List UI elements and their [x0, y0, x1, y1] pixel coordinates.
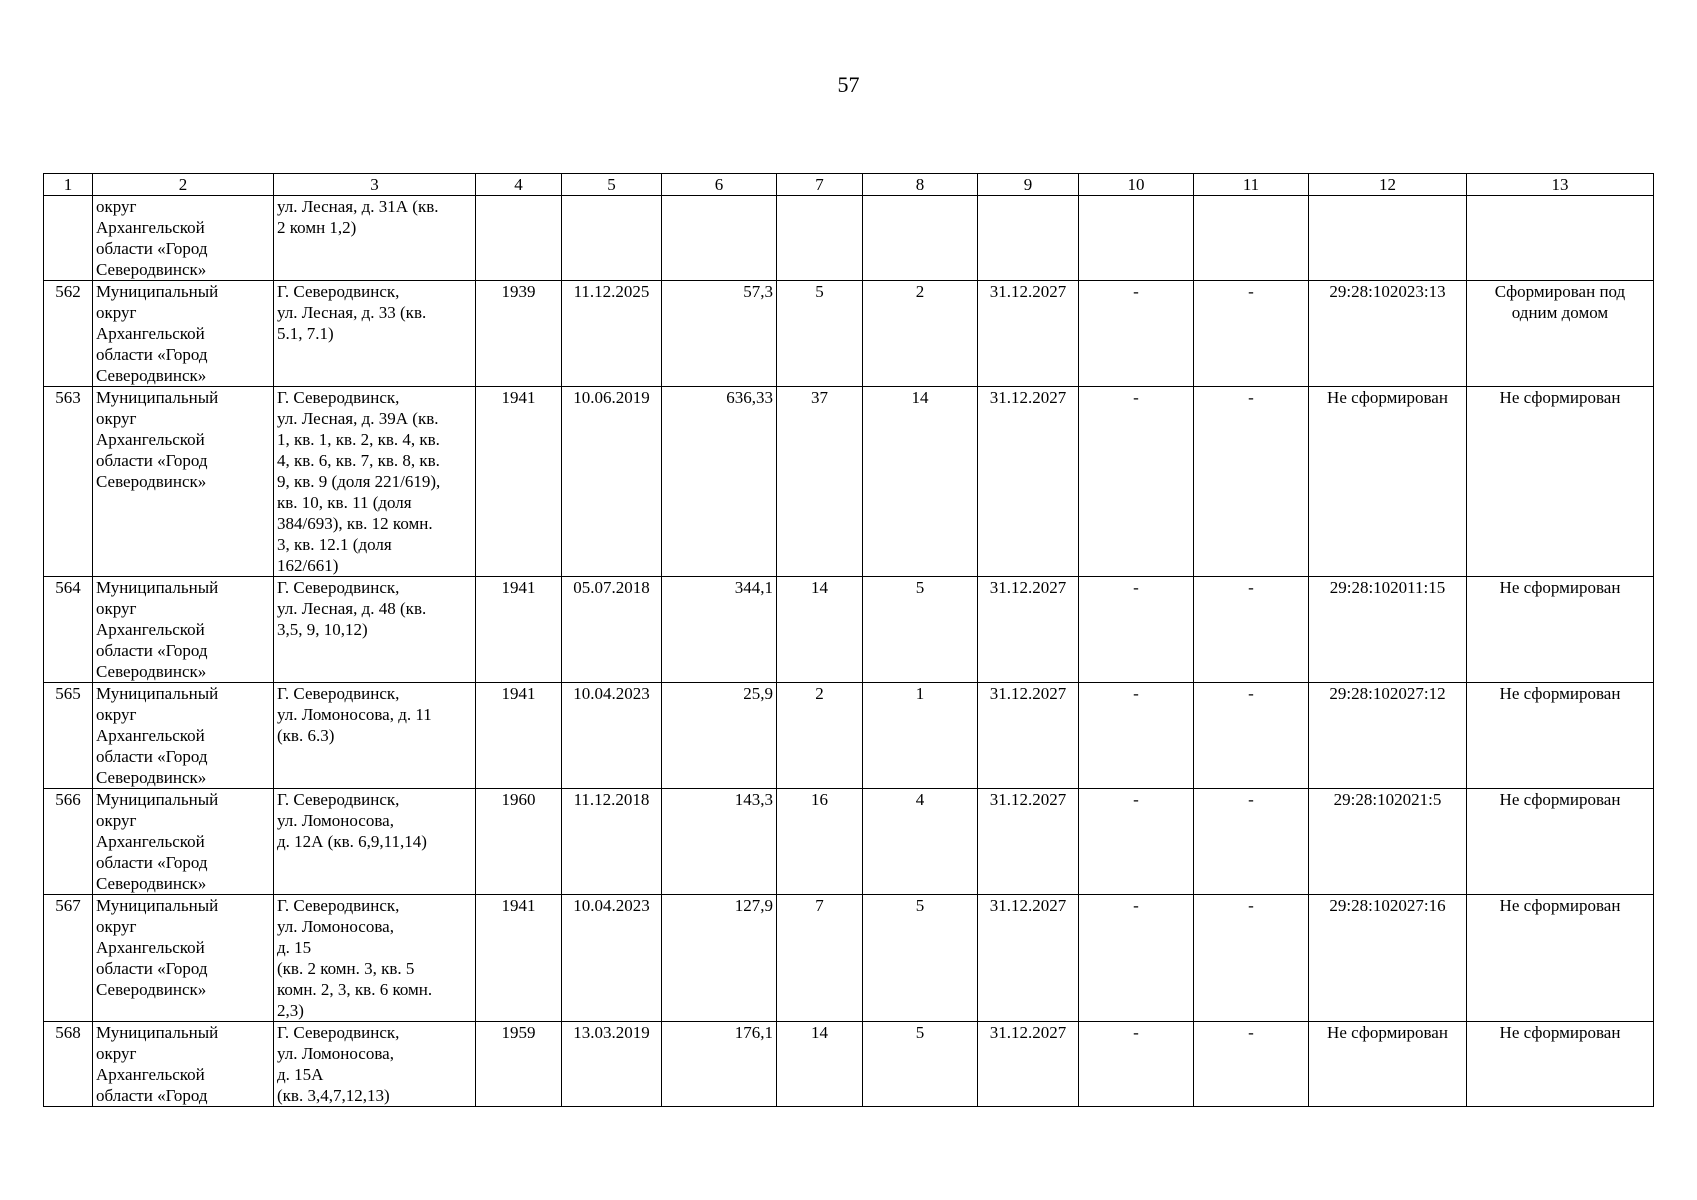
- column-7-cell: 2: [777, 683, 863, 789]
- table-row: [44, 1022, 1654, 1107]
- row-number-cell: 564: [44, 577, 93, 683]
- column-number-13: 13: [1467, 174, 1654, 196]
- column-10-cell: -: [1079, 683, 1194, 789]
- column-number-row: [44, 174, 1654, 196]
- column-number-4: 4: [476, 174, 562, 196]
- column-10-cell: [1079, 196, 1194, 281]
- column-number-11: 11: [1194, 174, 1309, 196]
- column-11-cell: -: [1194, 683, 1309, 789]
- municipality-cell: округ Архангельской области «Город Северодвинск»: [93, 196, 274, 281]
- date-cell: 10.06.2019: [562, 387, 662, 577]
- deadline-cell: 31.12.2027: [978, 387, 1079, 577]
- column-8-cell: 4: [863, 789, 978, 895]
- column-number-5: 5: [562, 174, 662, 196]
- column-10-cell: -: [1079, 387, 1194, 577]
- table-row: [44, 895, 1654, 1022]
- date-cell: 13.03.2019: [562, 1022, 662, 1107]
- column-7-cell: 37: [777, 387, 863, 577]
- column-number-3: 3: [274, 174, 476, 196]
- table-row: [44, 196, 1654, 281]
- column-8-cell: 1: [863, 683, 978, 789]
- column-8-cell: 5: [863, 895, 978, 1022]
- column-number-7: 7: [777, 174, 863, 196]
- column-10-cell: -: [1079, 789, 1194, 895]
- area-cell: 25,9: [662, 683, 777, 789]
- column-11-cell: -: [1194, 387, 1309, 577]
- year-cell: [476, 196, 562, 281]
- column-7-cell: 5: [777, 281, 863, 387]
- column-number-9: 9: [978, 174, 1079, 196]
- table-row: [44, 789, 1654, 895]
- year-cell: 1941: [476, 895, 562, 1022]
- deadline-cell: 31.12.2027: [978, 683, 1079, 789]
- row-number-cell: 566: [44, 789, 93, 895]
- column-10-cell: -: [1079, 895, 1194, 1022]
- year-cell: 1960: [476, 789, 562, 895]
- table-row: [44, 577, 1654, 683]
- deadline-cell: 31.12.2027: [978, 1022, 1079, 1107]
- land-plot-status-cell: Не сформирован: [1467, 577, 1654, 683]
- municipality-cell: Муниципальный округ Архангельской области «Город Северодвинск»: [93, 387, 274, 577]
- row-number-cell: 562: [44, 281, 93, 387]
- deadline-cell: 31.12.2027: [978, 895, 1079, 1022]
- column-11-cell: -: [1194, 1022, 1309, 1107]
- area-cell: 344,1: [662, 577, 777, 683]
- land-plot-status-cell: Не сформирован: [1467, 1022, 1654, 1107]
- column-number-8: 8: [863, 174, 978, 196]
- date-cell: 05.07.2018: [562, 577, 662, 683]
- year-cell: 1941: [476, 683, 562, 789]
- deadline-cell: 31.12.2027: [978, 577, 1079, 683]
- municipality-cell: Муниципальный округ Архангельской области «Город Северодвинск»: [93, 789, 274, 895]
- area-cell: 127,9: [662, 895, 777, 1022]
- area-cell: [662, 196, 777, 281]
- housing-registry-table: [43, 173, 1654, 1107]
- address-cell: Г. Северодвинск, ул. Лесная, д. 39А (кв. 1, кв. 1, кв. 2, кв. 4, кв. 4, кв. 6, кв. 7, кв. 8, кв. 9, кв. 9 (доля 221/619), кв. 10, кв. 11 (доля 384/693), кв. 12 комн. 3, кв. 12.1 (доля 162/661): [274, 387, 476, 577]
- table-row: [44, 281, 1654, 387]
- land-plot-status-cell: Не сформирован: [1467, 789, 1654, 895]
- cadastral-number-cell: 29:28:102027:12: [1309, 683, 1467, 789]
- land-plot-status-cell: Не сформирован: [1467, 895, 1654, 1022]
- column-11-cell: -: [1194, 789, 1309, 895]
- address-cell: Г. Северодвинск, ул. Лесная, д. 33 (кв. 5.1, 7.1): [274, 281, 476, 387]
- year-cell: 1939: [476, 281, 562, 387]
- cadastral-number-cell: Не сформирован: [1309, 1022, 1467, 1107]
- column-number-10: 10: [1079, 174, 1194, 196]
- column-11-cell: -: [1194, 577, 1309, 683]
- land-plot-status-cell: [1467, 196, 1654, 281]
- column-7-cell: 16: [777, 789, 863, 895]
- column-7-cell: [777, 196, 863, 281]
- column-7-cell: 7: [777, 895, 863, 1022]
- cadastral-number-cell: [1309, 196, 1467, 281]
- row-number-cell: 568: [44, 1022, 93, 1107]
- deadline-cell: 31.12.2027: [978, 789, 1079, 895]
- date-cell: [562, 196, 662, 281]
- row-number-cell: 565: [44, 683, 93, 789]
- municipality-cell: Муниципальный округ Архангельской области «Город Северодвинск»: [93, 895, 274, 1022]
- address-cell: Г. Северодвинск, ул. Ломоносова, д. 11 (кв. 6.3): [274, 683, 476, 789]
- row-number-cell: [44, 196, 93, 281]
- land-plot-status-cell: Сформирован под одним домом: [1467, 281, 1654, 387]
- column-8-cell: [863, 196, 978, 281]
- page-number: 57: [837, 72, 860, 97]
- deadline-cell: 31.12.2027: [978, 281, 1079, 387]
- row-number-cell: 563: [44, 387, 93, 577]
- date-cell: 10.04.2023: [562, 895, 662, 1022]
- municipality-cell: Муниципальный округ Архангельской области «Город: [93, 1022, 274, 1107]
- address-cell: Г. Северодвинск, ул. Ломоносова, д. 12А (кв. 6,9,11,14): [274, 789, 476, 895]
- column-11-cell: -: [1194, 281, 1309, 387]
- column-7-cell: 14: [777, 1022, 863, 1107]
- column-number-1: 1: [44, 174, 93, 196]
- table-row: [44, 387, 1654, 577]
- municipality-cell: Муниципальный округ Архангельской области «Город Северодвинск»: [93, 683, 274, 789]
- column-8-cell: 14: [863, 387, 978, 577]
- date-cell: 11.12.2025: [562, 281, 662, 387]
- cadastral-number-cell: 29:28:102011:15: [1309, 577, 1467, 683]
- land-plot-status-cell: Не сформирован: [1467, 683, 1654, 789]
- cadastral-number-cell: 29:28:102023:13: [1309, 281, 1467, 387]
- area-cell: 636,33: [662, 387, 777, 577]
- area-cell: 57,3: [662, 281, 777, 387]
- date-cell: 10.04.2023: [562, 683, 662, 789]
- address-cell: Г. Северодвинск, ул. Ломоносова, д. 15А (кв. 3,4,7,12,13): [274, 1022, 476, 1107]
- cadastral-number-cell: 29:28:102027:16: [1309, 895, 1467, 1022]
- column-11-cell: -: [1194, 895, 1309, 1022]
- date-cell: 11.12.2018: [562, 789, 662, 895]
- column-number-6: 6: [662, 174, 777, 196]
- cadastral-number-cell: 29:28:102021:5: [1309, 789, 1467, 895]
- year-cell: 1941: [476, 387, 562, 577]
- deadline-cell: [978, 196, 1079, 281]
- column-8-cell: 5: [863, 577, 978, 683]
- column-10-cell: -: [1079, 1022, 1194, 1107]
- municipality-cell: Муниципальный округ Архангельской области «Город Северодвинск»: [93, 281, 274, 387]
- column-number-12: 12: [1309, 174, 1467, 196]
- column-10-cell: -: [1079, 577, 1194, 683]
- address-cell: ул. Лесная, д. 31А (кв. 2 комн 1,2): [274, 196, 476, 281]
- year-cell: 1941: [476, 577, 562, 683]
- address-cell: Г. Северодвинск, ул. Ломоносова, д. 15 (кв. 2 комн. 3, кв. 5 комн. 2, 3, кв. 6 комн. 2,3): [274, 895, 476, 1022]
- area-cell: 176,1: [662, 1022, 777, 1107]
- area-cell: 143,3: [662, 789, 777, 895]
- column-10-cell: -: [1079, 281, 1194, 387]
- table-row: [44, 683, 1654, 789]
- address-cell: Г. Северодвинск, ул. Лесная, д. 48 (кв. 3,5, 9, 10,12): [274, 577, 476, 683]
- cadastral-number-cell: Не сформирован: [1309, 387, 1467, 577]
- municipality-cell: Муниципальный округ Архангельской области «Город Северодвинск»: [93, 577, 274, 683]
- column-number-2: 2: [93, 174, 274, 196]
- column-8-cell: 5: [863, 1022, 978, 1107]
- row-number-cell: 567: [44, 895, 93, 1022]
- column-8-cell: 2: [863, 281, 978, 387]
- land-plot-status-cell: Не сформирован: [1467, 387, 1654, 577]
- column-7-cell: 14: [777, 577, 863, 683]
- year-cell: 1959: [476, 1022, 562, 1107]
- column-11-cell: [1194, 196, 1309, 281]
